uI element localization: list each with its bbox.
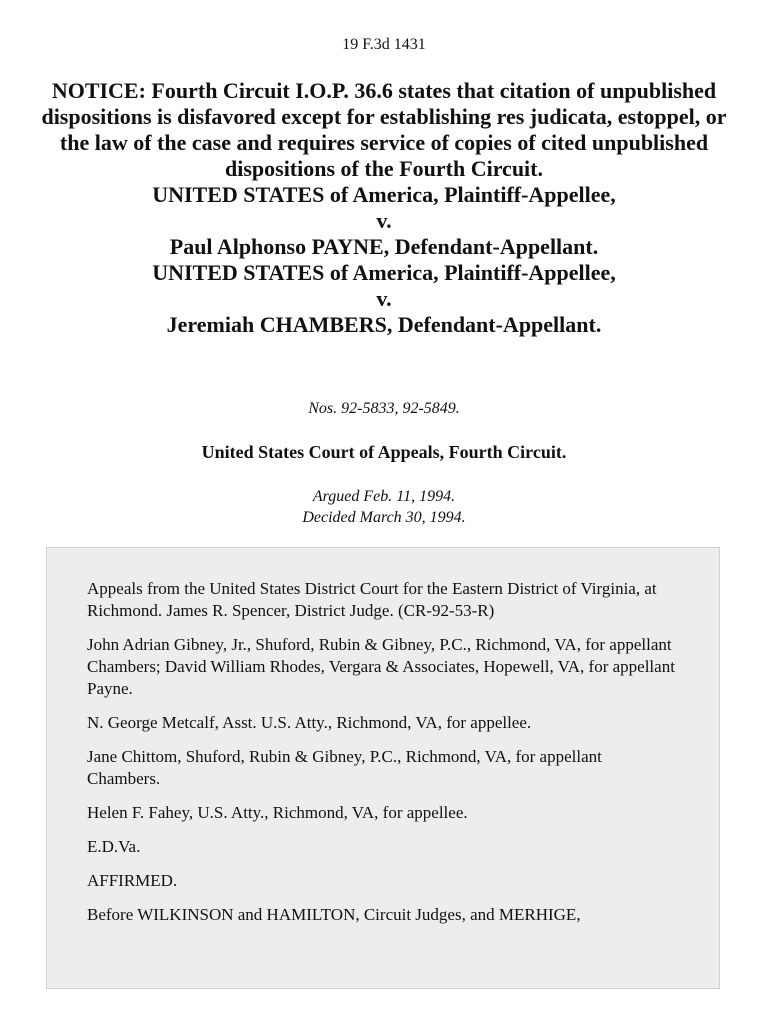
docket-numbers: Nos. 92-5833, 92-5849. xyxy=(308,400,460,417)
district-abbrev: E.D.Va. xyxy=(87,837,141,856)
party-defendant-payne: Paul Alphonso PAYNE, Defendant-Appellant. xyxy=(169,234,599,259)
unpublished-notice: NOTICE: Fourth Circuit I.O.P. 36.6 states that citation of unpublished dispositions is disfavored except for establishing res judicata, estoppel, or the law of the case and requires service of copies of cited unpublished dispositions of the Fourth Circuit. xyxy=(41,78,727,181)
case-dates xyxy=(0,486,768,528)
counsel-fahey: Helen F. Fahey, U.S. Atty., Richmond, VA, for appellee. xyxy=(87,803,468,822)
party-plaintiff-2: UNITED STATES of America, Plaintiff-Appellee, xyxy=(152,260,616,285)
versus-1: v. xyxy=(376,208,392,233)
court-name: United States Court of Appeals, Fourth Circuit. xyxy=(201,442,567,462)
case-heading xyxy=(40,78,728,338)
case-details-panel xyxy=(46,547,720,989)
counsel-gibney-rhodes: John Adrian Gibney, Jr., Shuford, Rubin & Gibney, P.C., Richmond, VA, for appellant Chambers; David William Rhodes, Vergara & Associates, Hopewell, VA, for appellant Payne. xyxy=(87,635,675,698)
decided-date: Decided March 30, 1994. xyxy=(302,509,466,526)
counsel-metcalf: N. George Metcalf, Asst. U.S. Atty., Richmond, VA, for appellee. xyxy=(87,713,532,732)
versus-2: v. xyxy=(376,286,392,311)
party-defendant-chambers: Jeremiah CHAMBERS, Defendant-Appellant. xyxy=(166,312,602,337)
disposition: AFFIRMED. xyxy=(87,871,178,890)
argued-date: Argued Feb. 11, 1994. xyxy=(312,488,456,505)
party-plaintiff-1: UNITED STATES of America, Plaintiff-Appellee, xyxy=(152,182,616,207)
counsel-chittom: Jane Chittom, Shuford, Rubin & Gibney, P.C., Richmond, VA, for appellant Chambers. xyxy=(87,747,602,788)
panel-judges: Before WILKINSON and HAMILTON, Circuit Judges, and MERHIGE, xyxy=(87,905,581,924)
case-citation: 19 F.3d 1431 xyxy=(342,36,426,53)
appeal-from: Appeals from the United States District Court for the Eastern District of Virginia, at Richmond. James R. Spencer, District Judge. (CR-92-53-R) xyxy=(87,579,657,620)
